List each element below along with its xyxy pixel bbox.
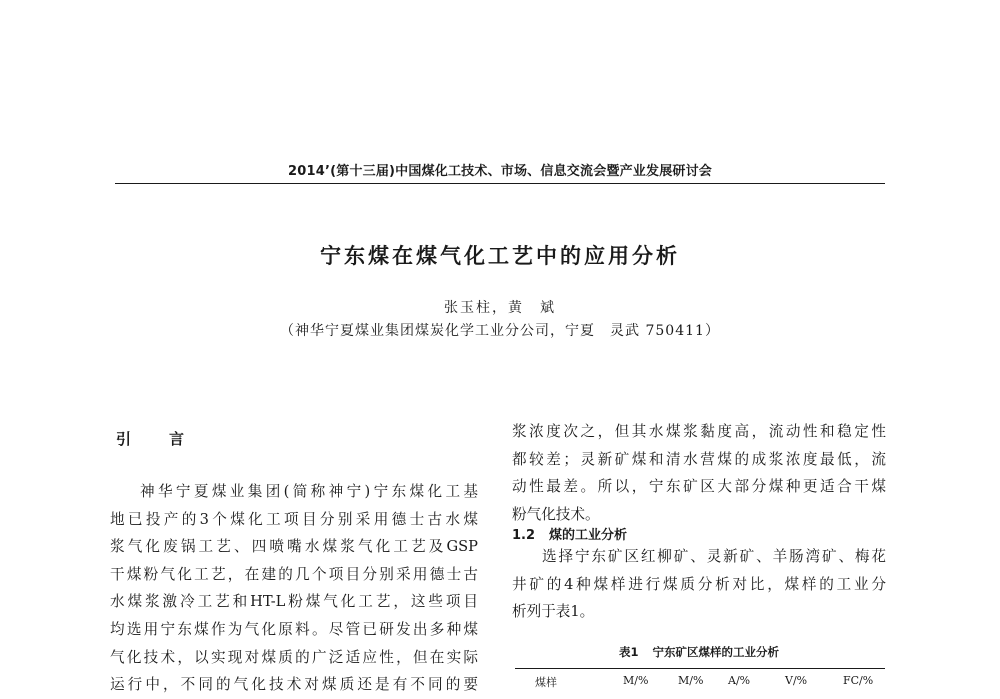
paragraph-line: 神华宁夏煤业集团(简称神宁)宁东煤化工基 — [140, 483, 478, 500]
table-caption-text: 宁东矿区煤样的工业分析 — [652, 645, 779, 659]
right-column-text-top — [512, 418, 886, 528]
table-header-cell: A/% — [728, 674, 751, 687]
paragraph-line: 都较差；灵新矿煤和清水营煤的成浆浓度最低，流 — [512, 450, 886, 468]
paragraph-line: 浆气化废锅工艺、四喷嘴水煤浆气化工艺及GSP — [110, 538, 478, 556]
paragraph-line: 动性最差。所以，宁东矿区大部分煤种更适合干煤 — [512, 478, 886, 496]
paragraph-line: 均选用宁东煤作为气化原料。尽管已研发出多种煤 — [110, 620, 478, 638]
affiliation: （神华宁夏煤业集团煤炭化学工业分公司，宁夏 灵武 750411） — [280, 323, 720, 339]
paragraph-line: 浆浓度次之，但其水煤浆黏度高，流动性和稳定性 — [512, 423, 886, 440]
authors: 张玉柱，黄 斌 — [444, 300, 556, 316]
subsection-title: 煤的工业分析 — [549, 528, 628, 543]
table-header-row — [515, 674, 885, 689]
table-header-cell: M/% — [623, 674, 649, 687]
header-rule — [115, 183, 885, 184]
table-number: 表1 — [618, 645, 639, 659]
table-header-cell: M/% — [678, 674, 704, 687]
paragraph-line: 干煤粉气化工艺，在建的几个项目分别采用德士古 — [110, 565, 478, 583]
paragraph-line: 水煤浆激冷工艺和HT-L粉煤气化工艺，这些项目 — [110, 593, 478, 611]
paragraph-line: 气化技术，以实现对煤质的广泛适应性，但在实际 — [110, 648, 478, 666]
table-header-cell: V/% — [785, 674, 808, 687]
paragraph-line: 析列于表1。 — [512, 603, 595, 621]
table-top-rule — [515, 668, 885, 669]
table-header-cell: FC/% — [843, 674, 874, 687]
right-column-text-sub — [512, 543, 886, 626]
running-header: 2014’(第十三届)中国煤化工技术、市场、信息交流会暨产业发展研讨会 — [287, 164, 712, 179]
paragraph-line: 井矿的4种煤样进行煤质分析对比，煤样的工业分 — [512, 575, 886, 593]
paragraph-line: 运行中，不同的气化技术对煤质还是有不同的要 — [110, 676, 478, 694]
subsection-heading — [512, 524, 627, 543]
table-header-cell: 煤样 — [535, 676, 557, 689]
section-heading-introduction: 引言 — [116, 430, 223, 448]
paragraph-line: 粉气化技术。 — [512, 505, 600, 523]
left-column-text — [110, 478, 478, 699]
paper-title: 宁东煤在煤气化工艺中的应用分析 — [320, 244, 680, 268]
subsection-number: 1.2 — [512, 528, 536, 543]
paragraph-line: 选择宁东矿区红柳矿、灵新矿、羊肠湾矿、梅花 — [542, 548, 886, 565]
paragraph-line: 地已投产的3个煤化工项目分别采用德士古水煤 — [110, 510, 478, 528]
table-caption — [512, 644, 886, 660]
